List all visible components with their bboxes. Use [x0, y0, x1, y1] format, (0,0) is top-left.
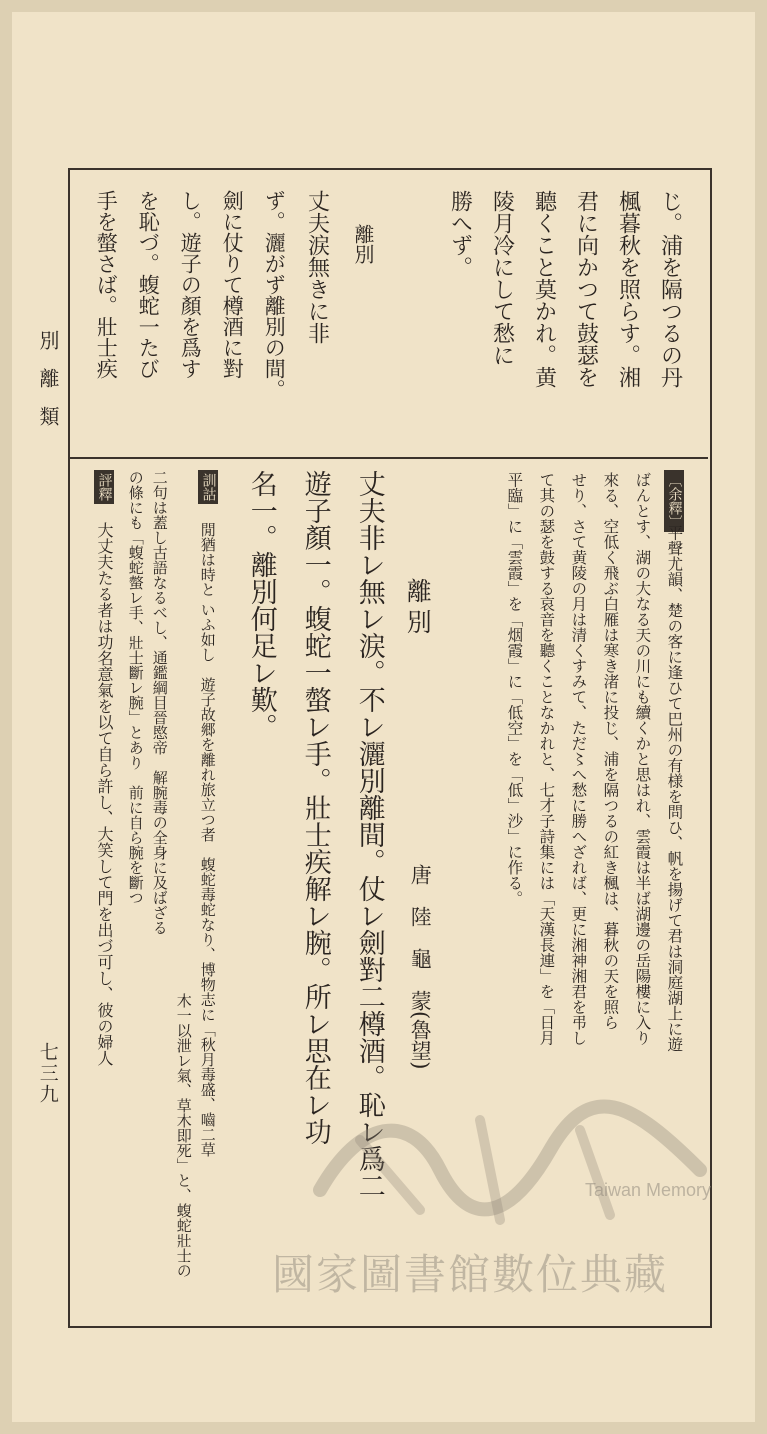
commentary-label [94, 470, 115, 504]
section-divider [70, 457, 708, 459]
kunko-label-tag: 訓詁 [198, 470, 218, 504]
upper-poem-line: を恥づ。蝮蛇一たび [136, 190, 161, 379]
upper-poem-line: 丈夫涙無きに非 [304, 190, 330, 344]
upper-poem-line: 劍に仗りて樽酒に對 [220, 190, 245, 379]
kunko-line: の條にも「蝮蛇螫レ手、壯士斷レ腕」とあり 前に自ら腕を斷つ [126, 470, 145, 905]
watermark-line2: Taiwan Memory [585, 1180, 712, 1200]
note-line: 來る、空低く飛ぶ白雁は寒き渚に投じ、浦を隔つるの紅き楓は、暮秋の天を照ら [601, 472, 620, 1030]
upper-poem-line: し。遊子の顏を爲す [178, 190, 203, 379]
running-header: 別離類 [36, 330, 60, 444]
poem-line: 丈夫非レ無レ涙。不レ灑別離間。仗レ劍對二樽酒。恥レ爲二 [353, 470, 385, 1199]
page-number: 七三九 [36, 1042, 59, 1105]
upper-poem-line: 手を螫さば。壯士疾 [94, 190, 119, 379]
kunko-line: 二句は蓋し古語なるべし、通鑑綱目晉愍帝 解腕毒の全身に及ばざる [150, 470, 169, 935]
commentary-line: 大丈夫たる者は功名意氣を以て自ら許し、大笑して門を出づ可し、彼の婦人 [95, 522, 114, 1066]
commentary-label-tag: 評釋 [94, 470, 114, 504]
upper-poem-line: ず。灑がず離別の間。 [262, 190, 287, 400]
upper-line: 勝へず。 [447, 190, 473, 278]
poem-line: 遊子顏一。蝮蛇一螫レ手。壯士疾解レ腕。所レ思在レ功 [299, 470, 331, 1145]
upper-line: じ。浦を隔つるの丹 [657, 190, 683, 388]
note-line: ばんとす、湖の大なる天の川にも續くかと思はれ、雲霞は半ば湖邊の岳陽樓に入り [633, 472, 652, 1046]
note-line: 平聲尤韻、楚の客に逢ひて巴州の有様を問ひ、帆を揚げて君は洞庭湖上に遊 [665, 525, 684, 1052]
upper-line: 聽くこと莫かれ。黄 [531, 190, 557, 388]
watermark-line1: 國家圖書館數位典藏 [272, 1250, 669, 1299]
note-line: て其の瑟を鼓する哀音を聽くことなかれと、七才子詩集には「天漢長連」を「日月 [537, 472, 556, 1046]
kunko-line: 木一以泄レ氣、草木即死」と、蝮蛇壯士の [174, 993, 193, 1278]
kunko-line: 閒猶は時と いふ如し 遊子故郷を離れ旅立つ者 蝮蛇毒蛇なり、博物志に「秋月毒盛、嚙二草 [198, 522, 217, 1157]
upper-line: 君に向かつて鼓瑟を [573, 190, 599, 388]
upper-poem-title: 離別 [351, 224, 375, 264]
note-label-tag: 〔余釋〕 [664, 470, 684, 532]
poem-title: 離別 [403, 578, 433, 640]
upper-line: 楓暮秋を照らす。湘 [615, 190, 641, 388]
kunko-label [198, 470, 219, 504]
note-line: せり、さて黄陵の月は清くすみて、ただ〻へ愁に勝へざれば、更に湘神湘君を弔し [569, 472, 588, 1046]
note-label [664, 470, 685, 532]
upper-line: 陵月冷にして愁に [489, 190, 515, 366]
calligraphy-watermark-icon [300, 1080, 720, 1240]
poem-author: 唐 陸 龜 蒙(魯望) [408, 864, 433, 1070]
poem-line: 名一。離別何足レ歎。 [245, 470, 277, 740]
note-line: 平臨」に「雲霞」を「烟霞」に「低空」を「低」沙」に作る。 [505, 472, 524, 906]
